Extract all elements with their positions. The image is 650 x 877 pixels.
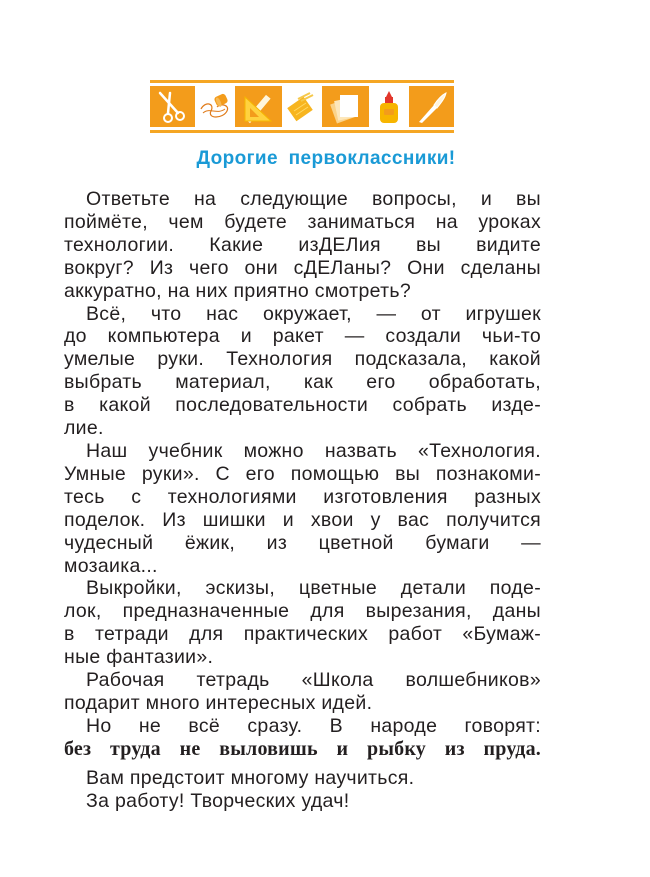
ruler-triangle-icon (241, 89, 277, 125)
banner-cell-pencils (282, 86, 322, 127)
text-line: Но не всё сразу. В народе говорят: (86, 714, 541, 737)
paragraph-1 (64, 188, 541, 303)
text-line: технологии. Какие изДЕЛия вы видите (64, 233, 541, 256)
body-text (64, 188, 541, 812)
banner-cell-paper (325, 86, 365, 127)
paragraph-4 (64, 577, 541, 669)
paragraph-2 (64, 303, 541, 440)
text-line: Рабочая тетрадь «Школа волшебников» (86, 669, 541, 692)
colored-pencils-box-icon (284, 89, 320, 125)
scissors-icon (154, 89, 190, 125)
banner-cell-brush (412, 86, 452, 127)
text-line: мозаика... (64, 554, 158, 577)
paragraph-6 (64, 715, 541, 761)
paintbrush-icon (414, 89, 450, 125)
text-line: поймёте, чем будете заниматься на уроках (64, 210, 541, 233)
text-line: Выкройки, эскизы, цветные детали поде- (86, 577, 541, 600)
page-title: Дорогие первоклассники! (196, 148, 456, 169)
paragraph-8 (64, 790, 541, 813)
text-line: поделок. Из шишки и хвои у вас получится (64, 508, 541, 531)
text-line: чудесный ёжик, из цветной бумаги — (64, 531, 541, 554)
text-line: Всё, что нас окружает, — от игрушек (86, 302, 541, 325)
text-line: умелые руки. Технология подсказала, какой (64, 348, 541, 371)
text-line: Ответьте на следующие вопросы, и вы (86, 188, 541, 210)
text-line: ные фантазии». (64, 646, 214, 669)
text-line: тесь с технологиями изготовления разных (64, 485, 541, 508)
text-line: выбрать материал, как его обработать, (64, 371, 541, 394)
banner-cell-thread (195, 86, 235, 127)
thread-spool-icon (197, 89, 233, 125)
banner-bottom-rule (150, 130, 454, 133)
text-line: лок, предназначенные для вырезания, даны (64, 600, 541, 623)
glue-bottle-icon (371, 89, 407, 125)
text-line: вокруг? Из чего они сДЕЛаны? Они сделаны (64, 256, 541, 279)
paragraph-5 (64, 669, 541, 715)
text-line: За работу! Творческих удач! (86, 789, 350, 812)
banner-cell-scissors (152, 86, 192, 127)
proverb-line: без труда не выловишь и рыбку из пруда. (64, 737, 541, 760)
text-line: Наш учебник можно назвать «Технология. (86, 439, 541, 462)
text-line: до компьютера и ракет — создали чьи-то (64, 325, 541, 348)
banner-cell-ruler (239, 86, 279, 127)
text-line: в тетради для практических работ «Бумаж- (64, 623, 541, 646)
paper-sheets-icon (327, 89, 363, 125)
text-line: в какой последовательности собрать изде- (64, 394, 541, 417)
banner-icon-strip (150, 86, 454, 127)
text-line: аккуратно, на них приятно смотреть? (64, 279, 411, 302)
text-line: подарит много интересных идей. (64, 691, 373, 714)
banner-cell-glue (369, 86, 409, 127)
paragraph-3 (64, 440, 541, 577)
banner-top-rule (150, 80, 454, 83)
text-line: Вам предстоит многому научиться. (86, 766, 415, 789)
text-line: Умные руки». С его помощью вы познакоми- (64, 462, 541, 485)
crafts-banner (150, 79, 454, 134)
paragraph-7 (64, 767, 541, 790)
text-line: лие. (64, 417, 104, 440)
